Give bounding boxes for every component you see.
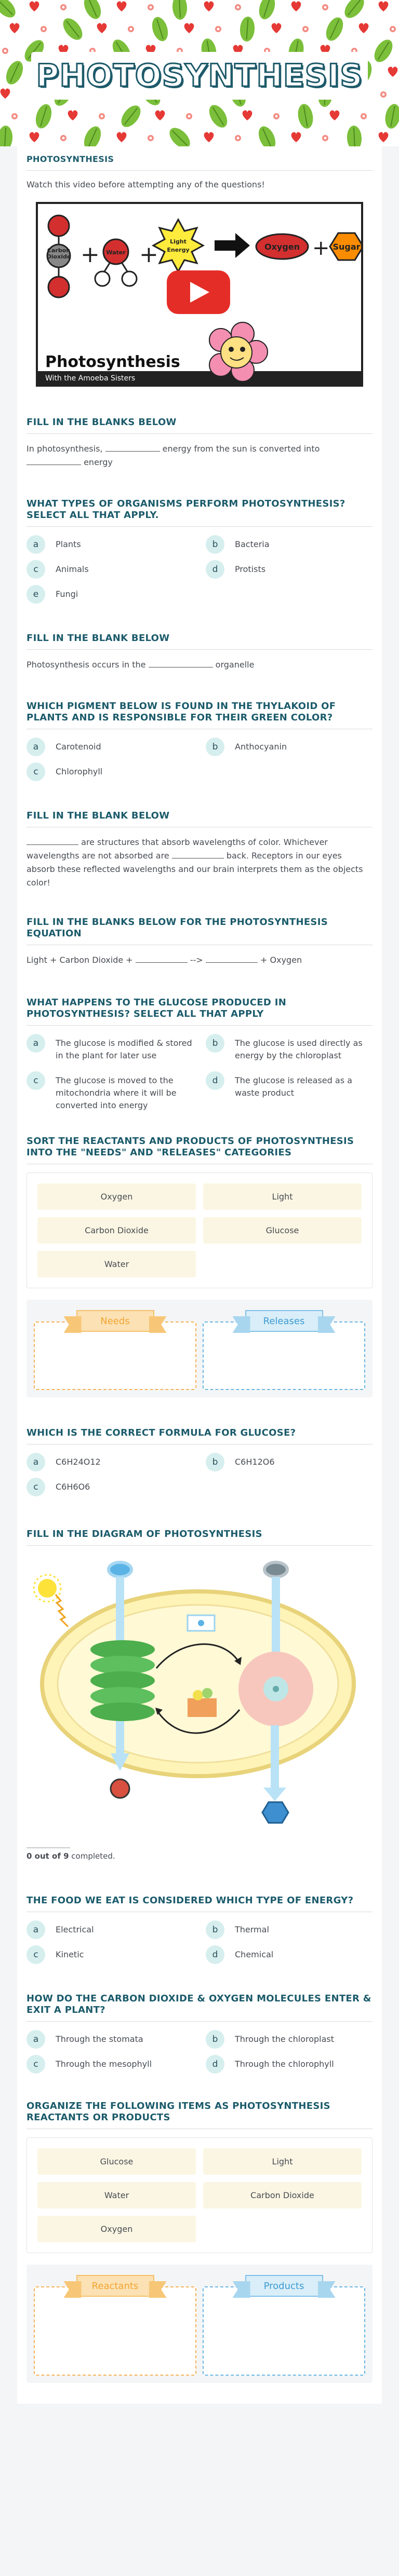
- option-letter[interactable]: a: [26, 1920, 45, 1939]
- option-text: Chlorophyll: [56, 767, 103, 776]
- option-text: Through the chloroplast: [235, 2034, 334, 2044]
- question-5: [17, 810, 382, 890]
- drop-zone[interactable]: [34, 2286, 196, 2376]
- heart-pattern-icon: [379, 1, 389, 11]
- options-grid: [26, 1920, 373, 1964]
- heart-pattern-icon: [30, 1, 39, 11]
- sort-bins: [26, 2265, 373, 2383]
- svg-text:+: +: [312, 236, 330, 260]
- bin-label: Reactants: [76, 2275, 154, 2297]
- option-letter[interactable]: c: [26, 762, 45, 781]
- blank-input[interactable]: [149, 660, 213, 667]
- bin-label: Products: [245, 2275, 323, 2297]
- text-part: energy: [81, 457, 113, 467]
- flower-pattern-icon: [380, 91, 387, 98]
- question-13: [17, 2101, 382, 2383]
- flower-pattern-icon: [215, 26, 221, 32]
- progress-count: 0 out of 9: [26, 1851, 69, 1861]
- leaf-pattern-icon: [0, 125, 13, 146]
- option-a[interactable]: [26, 2030, 193, 2049]
- intro-section: [17, 146, 382, 387]
- photosynthesis-diagram: [26, 1554, 373, 1845]
- draggable-item[interactable]: Glucose: [37, 2148, 196, 2175]
- text-part: + Oxygen: [257, 955, 302, 965]
- heart-pattern-icon: [155, 110, 165, 120]
- question-title: WHICH IS THE CORRECT FORMULA FOR GLUCOSE?: [26, 1427, 373, 1444]
- option-letter[interactable]: b: [206, 1034, 224, 1053]
- svg-text:+: +: [81, 241, 100, 268]
- option-text: Through the mesophyll: [56, 2059, 152, 2069]
- question-title: THE FOOD WE EAT IS CONSIDERED WHICH TYPE OF ENERGY?: [26, 1895, 373, 1912]
- options-grid: [26, 1453, 373, 1496]
- option-text: Thermal: [235, 1925, 269, 1934]
- option-c[interactable]: [26, 2055, 193, 2074]
- flower-pattern-icon: [322, 4, 328, 10]
- leaf-pattern-icon: [81, 124, 104, 146]
- leaf-pattern-icon: [0, 0, 19, 21]
- heart-pattern-icon: [243, 110, 252, 120]
- svg-text:Water: Water: [106, 249, 126, 256]
- leaf-pattern-icon: [33, 102, 55, 130]
- sort-items-box: [26, 1173, 373, 1288]
- arrow-text: -->: [187, 955, 206, 965]
- question-title: WHICH PIGMENT BELOW IS FOUND IN THE THYLAKOID OF PLANTS AND IS RESPONSIBLE FOR THEIR GREEN COLOR?: [26, 701, 373, 729]
- heart-pattern-icon: [291, 132, 301, 142]
- options-grid: [26, 738, 373, 781]
- option-b[interactable]: [206, 1453, 373, 1471]
- svg-text:Photosynthesis: Photosynthesis: [45, 353, 180, 371]
- flower-pattern-icon: [99, 113, 105, 119]
- option-d[interactable]: [206, 1071, 373, 1112]
- draggable-item[interactable]: Carbon Dioxide: [203, 2182, 362, 2209]
- draggable-item[interactable]: Light: [203, 1183, 362, 1210]
- option-letter[interactable]: b: [206, 1920, 224, 1939]
- question-7: [17, 997, 382, 1112]
- leaf-pattern-icon: [117, 102, 144, 130]
- text-part: are structures that absorb wavelengths of color. Whichever wavelengths are not absorbed are: [26, 837, 328, 861]
- option-text: Electrical: [56, 1925, 94, 1934]
- blank-input[interactable]: [172, 851, 224, 858]
- question-title: FILL IN THE BLANKS BELOW: [26, 417, 373, 434]
- option-text: Animals: [56, 564, 89, 574]
- question-text: [26, 442, 373, 469]
- heart-pattern-icon: [68, 110, 78, 120]
- text-part: Photosynthesis occurs in the: [26, 660, 149, 670]
- heart-pattern-icon: [388, 66, 398, 77]
- title-banner: [31, 52, 368, 100]
- question-2: [17, 498, 382, 604]
- question-text: [26, 953, 373, 967]
- flower-pattern-icon: [41, 26, 47, 32]
- progress-suffix: completed.: [69, 1851, 115, 1861]
- flower-pattern-icon: [148, 4, 154, 10]
- leaf-pattern-icon: [239, 16, 255, 42]
- question-8: [17, 1136, 382, 1397]
- question-title: FILL IN THE BLANK BELOW: [26, 810, 373, 827]
- option-e[interactable]: [26, 585, 193, 604]
- option-letter[interactable]: c: [26, 1071, 45, 1090]
- option-text: The glucose is moved to the mitochondria where it will be converted into energy: [56, 1075, 177, 1110]
- heart-pattern-icon: [204, 1, 214, 11]
- leaf-pattern-icon: [172, 0, 188, 20]
- option-a[interactable]: [26, 1453, 193, 1471]
- heart-pattern-icon: [379, 132, 389, 142]
- option-a[interactable]: [26, 738, 193, 756]
- option-text: The glucose is modified & stored in the plant for later use: [56, 1038, 192, 1060]
- option-b[interactable]: [206, 535, 373, 554]
- worksheet: [17, 146, 382, 2404]
- option-text: The glucose is used directly as energy by the chloroplast: [235, 1038, 363, 1060]
- option-text: C6H12O6: [235, 1457, 275, 1467]
- options-grid: [26, 2030, 373, 2074]
- progress-text: [26, 1851, 373, 1861]
- input-circle-left-icon[interactable]: [109, 1562, 131, 1577]
- thylakoid-stack-icon: [90, 1640, 155, 1721]
- option-b[interactable]: [206, 738, 373, 756]
- question-title: WHAT TYPES OF ORGANISMS PERFORM PHOTOSYNTHESIS? SELECT ALL THAT APPLY.: [26, 498, 373, 527]
- svg-text:Sugar: Sugar: [332, 242, 361, 252]
- svg-text:CarbonDioxide: Carbon Dioxide: [46, 247, 71, 260]
- option-c[interactable]: [26, 560, 193, 579]
- leaf-pattern-icon: [347, 125, 362, 146]
- option-letter[interactable]: b: [206, 2030, 224, 2049]
- flower-pattern-icon: [128, 26, 134, 32]
- options-grid: [26, 1034, 373, 1112]
- leaf-pattern-icon: [341, 0, 368, 21]
- flower-pattern-icon: [235, 135, 241, 141]
- question-1: [17, 417, 382, 469]
- light-zigzag-icon: [56, 1594, 68, 1627]
- flower-pattern-icon: [302, 26, 309, 32]
- heart-pattern-icon: [117, 1, 127, 11]
- question-12: [17, 1993, 382, 2074]
- draggable-item[interactable]: Oxygen: [37, 2216, 196, 2242]
- option-letter[interactable]: c: [26, 2055, 45, 2074]
- option-letter[interactable]: e: [26, 585, 45, 604]
- heart-pattern-icon: [291, 1, 301, 11]
- flower-pattern-icon: [273, 113, 280, 119]
- question-text: [26, 836, 373, 890]
- option-text: The glucose is released as a waste product: [235, 1075, 352, 1098]
- leaf-pattern-icon: [296, 103, 315, 130]
- video-thumbnail: [38, 204, 361, 385]
- draggable-item[interactable]: Glucose: [203, 1217, 362, 1244]
- flower-pattern-icon: [361, 113, 367, 119]
- option-text: Through the chlorophyll: [235, 2059, 334, 2069]
- option-text: C6H6O6: [56, 1482, 90, 1492]
- heart-pattern-icon: [30, 132, 39, 142]
- draggable-item[interactable]: Oxygen: [37, 1183, 196, 1210]
- leaf-pattern-icon: [206, 102, 231, 131]
- option-text: Through the stomata: [56, 2034, 143, 2044]
- header-banner: [0, 0, 399, 146]
- draggable-item[interactable]: Water: [37, 2182, 196, 2209]
- svg-text:Oxygen: Oxygen: [264, 242, 300, 252]
- leaf-pattern-icon: [383, 103, 399, 130]
- blank-input[interactable]: [105, 444, 160, 452]
- heart-pattern-icon: [359, 23, 369, 33]
- leaf-pattern-icon: [150, 15, 171, 43]
- option-a[interactable]: [26, 1034, 193, 1062]
- option-letter[interactable]: d: [206, 1945, 224, 1964]
- page-title: PHOTOSYNTHESIS: [36, 58, 363, 94]
- question-3: [17, 633, 382, 672]
- flower-pattern-icon: [186, 113, 192, 119]
- option-text: C6H24O12: [56, 1457, 101, 1467]
- heart-pattern-icon: [272, 23, 282, 33]
- leaf-pattern-icon: [370, 36, 396, 65]
- progress-bar: [26, 1847, 70, 1848]
- heart-pattern-icon: [97, 23, 107, 33]
- options-grid: [26, 535, 373, 604]
- leaf-pattern-icon: [3, 58, 26, 87]
- leaf-pattern-icon: [59, 15, 86, 43]
- svg-text:+: +: [139, 241, 158, 268]
- co2-molecule-icon: [47, 215, 71, 297]
- blank-input[interactable]: [26, 458, 81, 465]
- bin-label: Releases: [245, 1310, 323, 1332]
- option-letter[interactable]: b: [206, 1453, 224, 1471]
- option-c[interactable]: [26, 1945, 193, 1964]
- question-title: WHAT HAPPENS TO THE GLUCOSE PRODUCED IN PHOTOSYNTHESIS? SELECT ALL THAT APPLY: [26, 997, 373, 1026]
- sort-items-box: [26, 2137, 373, 2253]
- question-text: [26, 658, 373, 672]
- video-player[interactable]: [36, 202, 363, 387]
- output-hexagon-icon[interactable]: [262, 1802, 288, 1823]
- flower-pattern-icon: [2, 48, 8, 54]
- option-b[interactable]: [206, 1920, 373, 1939]
- text-part: Light + Carbon Dioxide +: [26, 955, 136, 965]
- question-title: FILL IN THE DIAGRAM OF PHOTOSYNTHESIS: [26, 1529, 373, 1546]
- option-letter[interactable]: c: [26, 1478, 45, 1496]
- calvin-cycle-icon: [238, 1652, 313, 1726]
- text-part: organelle: [212, 660, 255, 670]
- option-text: Plants: [56, 539, 81, 549]
- option-letter[interactable]: d: [206, 560, 224, 579]
- intro-instruction: Watch this video before attempting any of the questions!: [26, 180, 265, 189]
- blank-input[interactable]: [206, 956, 258, 963]
- blank-input[interactable]: [136, 956, 188, 963]
- svg-text:With the Amoeba Sisters: With the Amoeba Sisters: [45, 374, 136, 383]
- option-letter[interactable]: a: [26, 1034, 45, 1053]
- flower-pattern-icon: [235, 4, 241, 10]
- question-6: [17, 917, 382, 967]
- question-title: HOW DO THE CARBON DIOXIDE & OXYGEN MOLECULES ENTER & EXIT A PLANT?: [26, 1993, 373, 2022]
- heart-pattern-icon: [117, 132, 127, 142]
- flower-pattern-icon: [60, 135, 66, 141]
- drop-zone[interactable]: [203, 2286, 365, 2376]
- oxygen-label-icon: [256, 234, 308, 259]
- option-text: Carotenoid: [56, 742, 101, 752]
- svg-text:Energy: Energy: [167, 247, 190, 253]
- reactants-bin[interactable]: [34, 2272, 196, 2376]
- option-text: Bacteria: [235, 539, 270, 549]
- option-letter[interactable]: b: [206, 535, 224, 554]
- question-title: FILL IN THE BLANKS BELOW FOR THE PHOTOSYNTHESIS EQUATION: [26, 917, 373, 945]
- question-title: FILL IN THE BLANK BELOW: [26, 633, 373, 650]
- draggable-item[interactable]: Water: [37, 1251, 196, 1277]
- option-letter[interactable]: d: [206, 1071, 224, 1090]
- flower-pattern-icon: [148, 135, 154, 141]
- bin-label: Needs: [76, 1310, 154, 1332]
- flower-pattern-icon: [11, 113, 18, 119]
- question-title: SORT THE REACTANTS AND PRODUCTS OF PHOTOSYNTHESIS INTO THE "NEEDS" AND "RELEASES" CATEGORIES: [26, 1136, 373, 1164]
- option-b[interactable]: [206, 1034, 373, 1062]
- draggable-item[interactable]: Carbon Dioxide: [37, 1217, 196, 1244]
- option-letter[interactable]: c: [26, 1945, 45, 1964]
- option-letter[interactable]: d: [206, 2055, 224, 2074]
- needs-bin[interactable]: [34, 1307, 196, 1390]
- option-text: Fungi: [56, 589, 78, 599]
- option-text: Chemical: [235, 1950, 274, 1959]
- play-icon: [167, 270, 230, 314]
- output-sphere-icon[interactable]: [111, 1779, 129, 1798]
- option-c[interactable]: [26, 762, 193, 781]
- flower-pattern-icon: [60, 4, 66, 10]
- heart-pattern-icon: [1, 88, 10, 99]
- option-d[interactable]: [206, 1945, 373, 1964]
- flower-pattern-icon: [390, 26, 396, 32]
- input-circle-right-icon[interactable]: [264, 1562, 287, 1577]
- releases-bin[interactable]: [203, 1307, 365, 1390]
- option-letter[interactable]: c: [26, 560, 45, 579]
- question-10: [17, 1529, 382, 1861]
- intro-title: PHOTOSYNTHESIS: [26, 154, 373, 171]
- flower-pattern-icon: [322, 135, 328, 141]
- option-letter[interactable]: a: [26, 535, 45, 554]
- option-letter[interactable]: b: [206, 738, 224, 756]
- leaf-pattern-icon: [323, 15, 347, 43]
- text-part: In photosynthesis,: [26, 444, 105, 454]
- heart-pattern-icon: [184, 23, 194, 33]
- leaf-pattern-icon: [256, 0, 277, 21]
- question-11: [17, 1895, 382, 1964]
- option-letter[interactable]: a: [26, 1453, 45, 1471]
- draggable-item[interactable]: Light: [203, 2148, 362, 2175]
- question-9: [17, 1427, 382, 1496]
- svg-text:Light: Light: [170, 238, 187, 245]
- option-d[interactable]: [206, 560, 373, 579]
- option-b[interactable]: [206, 2030, 373, 2049]
- question-4: [17, 701, 382, 781]
- heart-pattern-icon: [10, 23, 20, 33]
- question-title: ORGANIZE THE FOLLOWING ITEMS AS PHOTOSYNTHESIS REACTANTS OR PRODUCTS: [26, 2101, 373, 2129]
- option-c[interactable]: [26, 1071, 193, 1112]
- products-bin[interactable]: [203, 2272, 365, 2376]
- option-letter[interactable]: a: [26, 738, 45, 756]
- option-a[interactable]: [26, 535, 193, 554]
- leaf-pattern-icon: [255, 124, 278, 146]
- option-text: Anthocyanin: [235, 742, 287, 752]
- sun-icon: [34, 1575, 61, 1602]
- option-text: Protists: [235, 564, 266, 574]
- text-part: energy from the sun is converted into: [159, 444, 320, 454]
- option-letter[interactable]: a: [26, 2030, 45, 2049]
- option-c[interactable]: [26, 1478, 193, 1496]
- leaf-pattern-icon: [81, 0, 104, 22]
- option-a[interactable]: [26, 1920, 193, 1939]
- heart-pattern-icon: [330, 110, 340, 120]
- option-text: Kinetic: [56, 1950, 84, 1959]
- sort-bins: [26, 1300, 373, 1397]
- leaf-pattern-icon: [166, 124, 194, 146]
- text-part: back. Receptors in our eyes absorb these reflected wavelengths and our brain interprets them as the objects color!: [26, 851, 363, 888]
- blank-input[interactable]: [26, 838, 78, 845]
- option-d[interactable]: [206, 2055, 373, 2074]
- heart-pattern-icon: [204, 132, 214, 142]
